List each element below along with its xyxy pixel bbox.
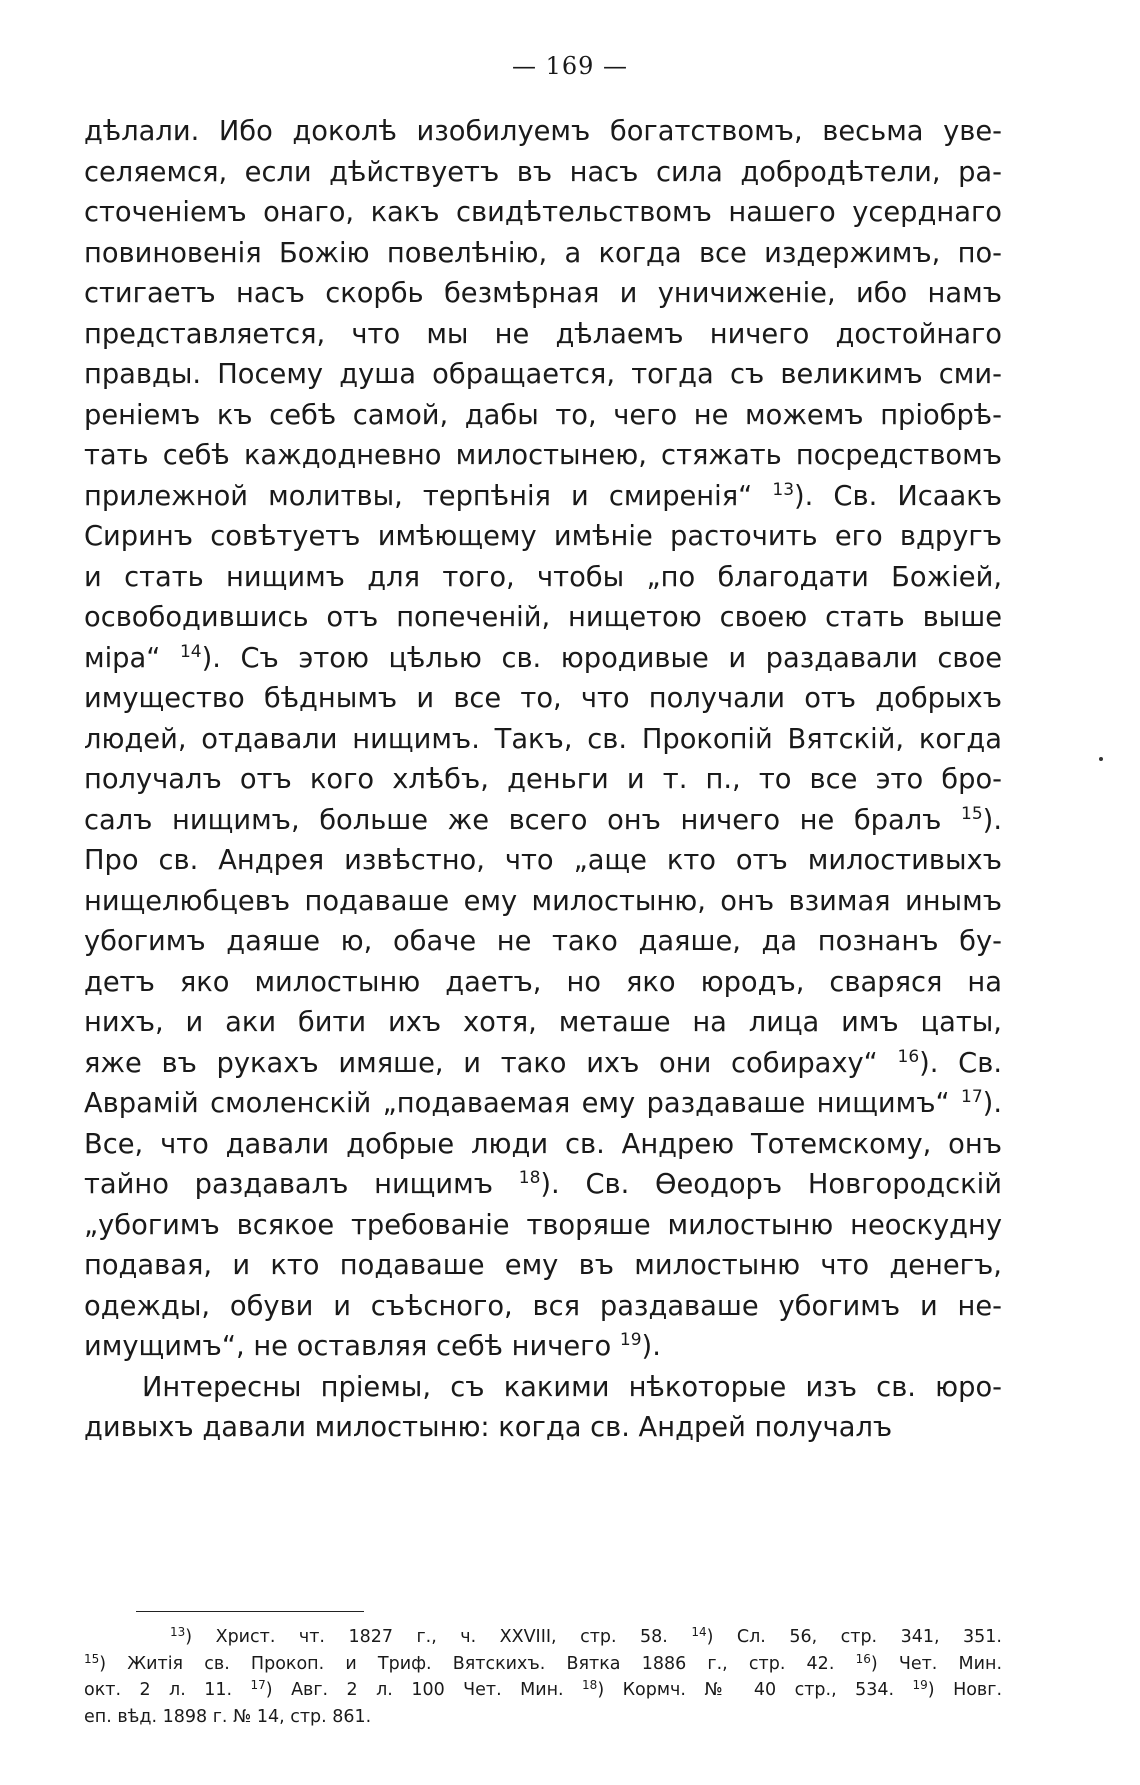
footnote-separator bbox=[136, 1611, 364, 1612]
line-text: имущимъ“, не оставляя себѣ ничего bbox=[84, 1331, 620, 1362]
footnote-text: ) Сл. 56, стр. 341, 351. bbox=[706, 1627, 1002, 1647]
line-text: сточеніемъ онаго, какъ свидѣтельствомъ нашего усерднаго bbox=[84, 197, 1002, 228]
text-line bbox=[84, 963, 1002, 1004]
line-text: Сиринъ совѣтуетъ имѣющему имѣніе расточить его вдругъ bbox=[84, 521, 1002, 552]
line-text: представляется, что мы не дѣлаемъ ничего достойнаго bbox=[84, 318, 1002, 350]
text-line bbox=[84, 1408, 1002, 1449]
footnote-line bbox=[84, 1651, 1002, 1678]
scan-speck bbox=[1099, 757, 1103, 761]
line-text: подавая, и кто подаваше ему въ милостыню что денегъ, bbox=[84, 1250, 1002, 1281]
line-text: людей, отдавали нищимъ. Такъ, св. Прокопій Вятскій, когда bbox=[84, 723, 1002, 755]
text-line bbox=[84, 679, 1002, 720]
text-line bbox=[84, 558, 1002, 599]
line-text: стигаетъ насъ скорбь безмѣрная и уничиженіе, ибо намъ bbox=[84, 278, 1002, 309]
line-text: селяемся, если дѣйствуетъ въ насъ сила добродѣтели, ра- bbox=[84, 156, 1002, 188]
line-text: Все, что давали добрые люди св. Андрею Тотемскому, онъ bbox=[84, 1128, 1002, 1160]
footnote-text: еп. вѣд. 1898 г. № 14, стр. 861. bbox=[84, 1706, 372, 1727]
text-line bbox=[84, 1003, 1002, 1044]
text-line bbox=[84, 1246, 1002, 1287]
line-text: Интересны пріемы, съ какими нѣкоторые изъ св. юро- bbox=[142, 1371, 1002, 1403]
line-text-tail: ). Съ этою цѣлью св. юродивые и раздавали свое bbox=[201, 642, 1002, 674]
text-line bbox=[84, 193, 1002, 234]
footnote-ref: 14 bbox=[179, 641, 202, 662]
text-line bbox=[84, 760, 1002, 801]
footnote-ref: 13 bbox=[772, 479, 795, 500]
line-text: имущество бѣднымъ и все то, что получали отъ добрыхъ bbox=[84, 683, 1002, 714]
line-text: нихъ, и аки бити ихъ хотя, меташе на лица имъ цаты, bbox=[84, 1007, 1002, 1038]
line-text-tail: ). bbox=[982, 804, 1002, 836]
line-text: „убогимъ всякое требованіе творяше милостыню неоскудну bbox=[84, 1209, 1002, 1241]
line-text: дивыхъ давали милостыню: когда св. Андрей получалъ bbox=[84, 1412, 893, 1443]
text-line bbox=[84, 720, 1002, 761]
footnote-number: 16 bbox=[855, 1651, 871, 1666]
line-text-tail: ). bbox=[982, 1088, 1002, 1119]
page-number: — 169 — bbox=[511, 52, 629, 80]
text-line bbox=[84, 1206, 1002, 1247]
line-text: детъ яко милостыню даетъ, но яко юродъ, сваряся на bbox=[84, 966, 1002, 998]
line-text: одежды, обуви и съѣсного, вся раздаваше убогимъ и не- bbox=[84, 1290, 1002, 1322]
line-text: Аврамій смоленскій „подаваемая ему раздаваше нищимъ“ bbox=[84, 1088, 962, 1119]
line-text: освободившись отъ попеченій, нищетою своею стать выше bbox=[84, 602, 1002, 633]
footnote-ref: 17 bbox=[961, 1087, 983, 1107]
text-line bbox=[84, 1165, 1002, 1206]
text-line bbox=[84, 436, 1002, 477]
footnote-number: 19 bbox=[912, 1678, 928, 1692]
footnotes bbox=[84, 1624, 1002, 1730]
text-line bbox=[84, 922, 1002, 963]
line-text: нищелюбцевъ подаваше ему милостыню, онъ взимая инымъ bbox=[84, 885, 1002, 917]
text-line bbox=[84, 477, 1002, 518]
footnote-text: ) Чет. Мин. bbox=[870, 1653, 1002, 1674]
footnote-text: окт. 2 л. 11. bbox=[84, 1680, 251, 1700]
line-text: и стать нищимъ для того, чтобы „по благодати Божіей, bbox=[84, 561, 1002, 593]
text-line bbox=[84, 517, 1002, 558]
text-line bbox=[84, 801, 1002, 842]
line-text: міра“ bbox=[84, 642, 180, 674]
footnote-line bbox=[84, 1677, 1002, 1704]
footnote-number: 18 bbox=[582, 1678, 598, 1692]
line-text: салъ нищимъ, больше же всего онъ ничего не бралъ bbox=[84, 804, 962, 836]
footnote-line bbox=[84, 1624, 1002, 1651]
line-text-tail: ). Св. Исаакъ bbox=[794, 480, 1002, 512]
footnote-text: ) Житія св. Прокоп. и Триф. Вятскихъ. Вятка 1886 г., стр. 42. bbox=[99, 1653, 856, 1674]
text-line bbox=[84, 1084, 1002, 1125]
text-line bbox=[84, 234, 1002, 275]
line-text-tail: ). bbox=[641, 1331, 661, 1362]
footnote-number: 14 bbox=[691, 1625, 707, 1639]
line-text-tail: ). Св. Ѳеодоръ Новгородскій bbox=[540, 1169, 1002, 1200]
text-line bbox=[84, 841, 1002, 882]
line-text: правды. Посему душа обращается, тогда съ великимъ сми- bbox=[84, 359, 1002, 390]
text-line bbox=[84, 1044, 1002, 1085]
line-text: прилежной молитвы, терпѣнія и смиренія“ bbox=[84, 480, 773, 512]
footnote-ref: 15 bbox=[961, 803, 983, 824]
line-text: тайно раздавалъ нищимъ bbox=[84, 1169, 519, 1200]
footnote-text: ) Кормч. № 40 стр., 534. bbox=[597, 1680, 913, 1700]
footnote-ref: 19 bbox=[619, 1330, 642, 1350]
text-line bbox=[84, 153, 1002, 194]
line-text: тать себѣ каждодневно милостынею, стяжать посредствомъ bbox=[84, 440, 1002, 471]
line-text: Про св. Андрея извѣстно, что „аще кто отъ милостивыхъ bbox=[84, 845, 1002, 876]
footnote-text: ) Авг. 2 л. 100 Чет. Мин. bbox=[265, 1680, 583, 1700]
footnote-line bbox=[84, 1704, 1002, 1731]
line-text: дѣлали. Ибо доколѣ изобилуемъ богатствомъ, весьма уве- bbox=[84, 116, 1002, 147]
text-line bbox=[84, 639, 1002, 680]
main-text bbox=[84, 112, 1002, 1449]
footnote-text: ) Новг. bbox=[927, 1680, 1002, 1700]
text-line bbox=[84, 882, 1002, 923]
line-text: повиновенія Божію повелѣнію, а когда все издержимъ, по- bbox=[84, 237, 1002, 269]
text-line bbox=[84, 315, 1002, 356]
line-text-tail: ). Св. bbox=[919, 1047, 1002, 1079]
text-line bbox=[84, 355, 1002, 396]
text-line bbox=[84, 112, 1002, 153]
text-line bbox=[84, 274, 1002, 315]
line-text: реніемъ къ себѣ самой, дабы то, чего не можемъ пріобрѣ- bbox=[84, 399, 1002, 431]
line-text: получалъ отъ кого хлѣбъ, деньги и т. п., то все это бро- bbox=[84, 764, 1002, 795]
line-text: яже въ рукахъ имяше, и тако ихъ они собираху“ bbox=[84, 1047, 898, 1079]
footnote-text: ) Христ. чт. 1827 г., ч. XXVIII, стр. 58. bbox=[185, 1627, 692, 1647]
text-line bbox=[84, 1125, 1002, 1166]
footnote-number: 17 bbox=[250, 1678, 266, 1692]
text-line bbox=[84, 1327, 1002, 1368]
footnote-number: 15 bbox=[84, 1651, 100, 1666]
line-text: убогимъ даяше ю, обаче не тако даяше, да познанъ бу- bbox=[84, 926, 1002, 957]
footnote-number: 13 bbox=[170, 1625, 186, 1639]
footnote-ref: 18 bbox=[518, 1168, 541, 1188]
text-line bbox=[84, 1287, 1002, 1328]
text-line bbox=[84, 598, 1002, 639]
text-line bbox=[84, 1368, 1002, 1409]
footnote-ref: 16 bbox=[897, 1046, 920, 1067]
text-line bbox=[84, 396, 1002, 437]
